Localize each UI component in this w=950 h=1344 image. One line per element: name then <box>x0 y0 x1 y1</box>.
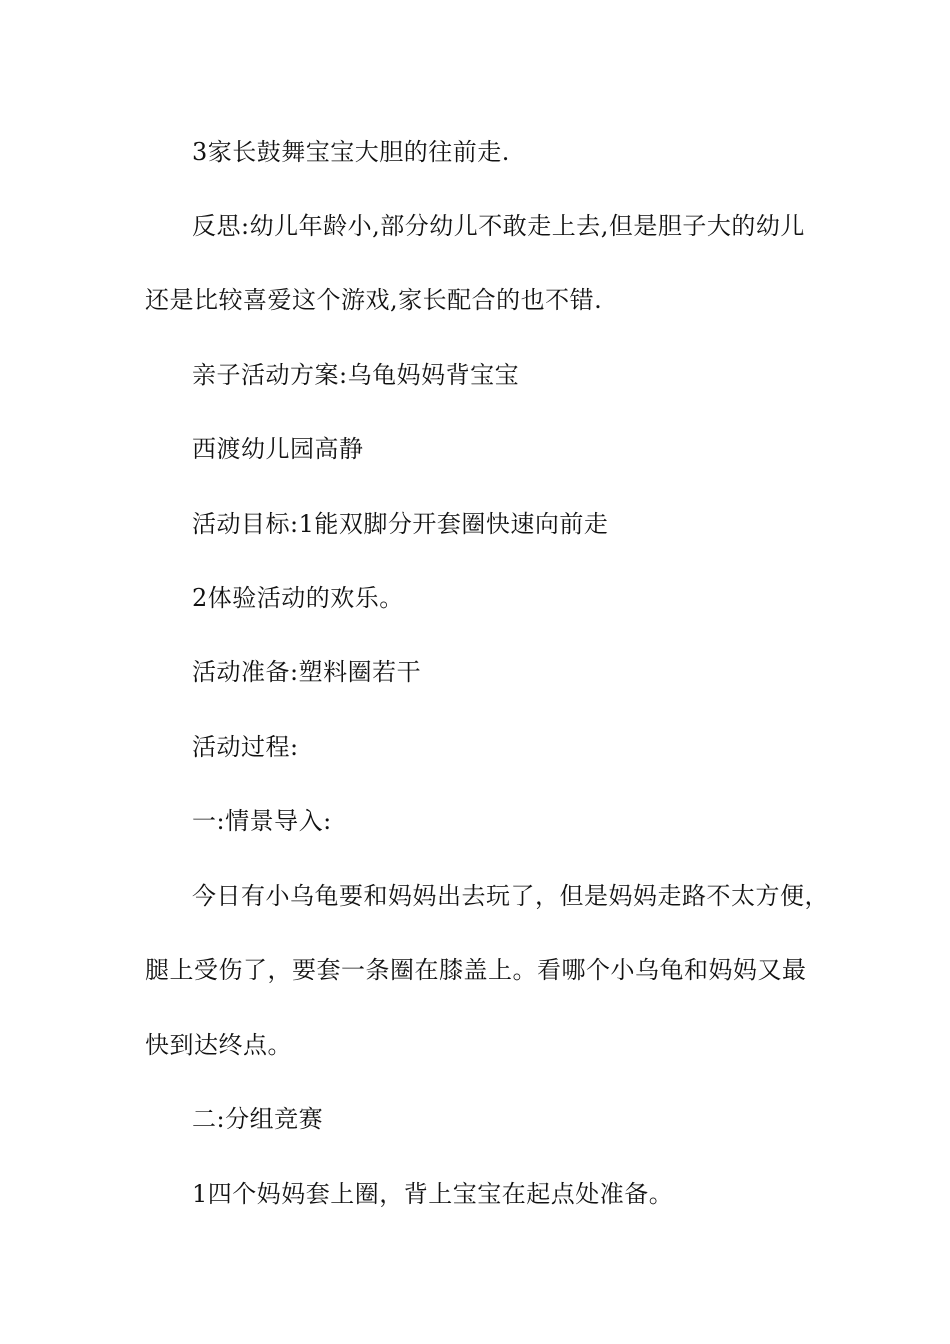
paragraph-reflection: 反思:幼儿年龄小,部分幼儿不敢走上去,但是胆子大的幼儿 <box>192 212 805 240</box>
activity-process-heading: 活动过程: <box>192 733 299 761</box>
scenario-paragraph-cont: 腿上受伤了，要套一条圈在膝盖上。看哪个小乌龟和妈妈又最 <box>145 956 807 984</box>
scenario-paragraph-end: 快到达终点。 <box>145 1031 292 1059</box>
paragraph-encourage: 3家长鼓舞宝宝大胆的往前走. <box>192 138 510 166</box>
section-two-heading: 二:分组竞赛 <box>192 1105 324 1133</box>
activity-title: 亲子活动方案:乌龟妈妈背宝宝 <box>192 361 520 389</box>
scenario-paragraph: 今日有小乌龟要和妈妈出去玩了，但是妈妈走路不太方便， <box>192 882 829 910</box>
author-line: 西渡幼儿园高静 <box>192 435 364 463</box>
competition-step-1: 1四个妈妈套上圈，背上宝宝在起点处准备。 <box>192 1180 674 1208</box>
paragraph-reflection-cont: 还是比较喜爱这个游戏,家长配合的也不错. <box>145 286 603 314</box>
activity-goal-1: 活动目标:1能双脚分开套圈快速向前走 <box>192 510 609 538</box>
section-one-heading: 一:情景导入: <box>192 807 332 835</box>
activity-goal-2: 2体验活动的欢乐。 <box>192 584 404 612</box>
activity-preparation: 活动准备:塑料圈若干 <box>192 658 422 686</box>
